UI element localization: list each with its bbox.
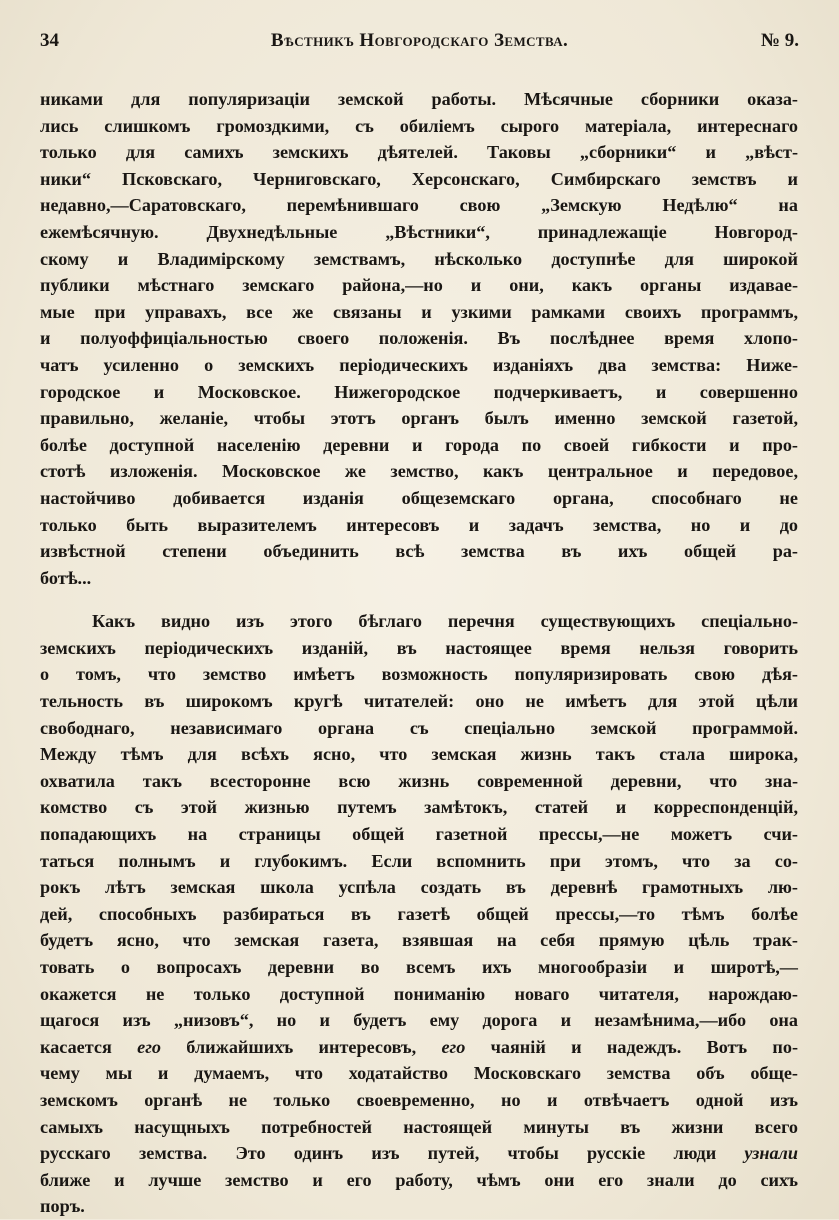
article-body <box>40 86 798 1220</box>
text-line: скому и Владимірскому земствамъ, нѣсколько доступнѣе для широкой <box>40 248 798 269</box>
text-line: лись слишкомъ громоздкими, съ обиліемъ сырого матеріала, интереснаго <box>40 115 798 136</box>
text-line: ближе и лучше земство и его работу, чѣмъ они его знали до сихъ <box>40 1169 798 1190</box>
text-line: дей, способныхъ разбираться въ газетѣ общей прессы,—то тѣмъ болѣе <box>40 903 798 924</box>
italic-emphasis: его <box>137 1036 162 1057</box>
text-line: свободнаго, независимаго органа съ спеціально земской программой. <box>40 717 798 738</box>
journal-title: Вѣстникъ Новгородскаго Земства. <box>270 30 569 51</box>
text-line: земскомъ органѣ не только своевременно, но и отвѣчаетъ одной изъ <box>40 1089 798 1110</box>
text-line: рокъ лѣтъ земская школа успѣла создать въ деревнѣ грамотныхъ лю- <box>40 877 798 898</box>
text-line: самыхъ насущныхъ потребностей настоящей минуты въ жизни всего <box>40 1116 798 1137</box>
text-line: только для самихъ земскихъ дѣятелей. Таковы „сборники“ и „вѣст- <box>40 142 798 163</box>
text-line: стотѣ изложенія. Московское же земство, какъ центральное и передовое, <box>40 461 798 482</box>
italic-emphasis: его <box>441 1036 466 1057</box>
text-line: попадающихъ на страницы общей газетной прессы,—не можетъ счи- <box>40 824 798 845</box>
text-line: и полуоффиціальностью своего положенія. Въ послѣднее время хлопо- <box>40 328 798 349</box>
text-line: мые при управахъ, все же связаны и узкими рамками своихъ программъ, <box>40 301 798 322</box>
text-line: болѣе доступной населенію деревни и города по своей гибкости и про- <box>40 434 798 455</box>
text-line: ежемѣсячную. Двухнедѣльные „Вѣстники“, принадлежащіе Новгород- <box>40 221 798 242</box>
text-line: поръ. <box>40 1196 85 1217</box>
text-line: правильно, желаніе, чтобы этотъ органъ былъ именно земской газетой, <box>40 408 798 429</box>
text-line: чатъ усиленно о земскихъ періодическихъ изданіяхъ два земства: Ниже- <box>40 354 798 375</box>
text-line: Какъ видно изъ этого бѣглаго перечня существующихъ спеціально- <box>92 611 798 632</box>
text-line: извѣстной степени объединить всѣ земства въ ихъ общей ра- <box>40 541 798 562</box>
text-line: публики мѣстнаго земскаго района,—но и они, какъ органы издавае- <box>40 275 798 296</box>
text-line: никами для популяризаціи земской работы. Мѣсячные сборники оказа- <box>40 89 798 109</box>
italic-emphasis: узнали <box>744 1143 798 1164</box>
text-line: охватила такъ всесторонне всю жизнь современной деревни, что зна- <box>40 770 798 791</box>
text-line: будетъ ясно, что земская газета, взявшая на себя прямую цѣль трак- <box>40 930 798 951</box>
text-line: Между тѣмъ для всѣхъ ясно, что земская жизнь такъ стала широка, <box>40 744 798 765</box>
text-line: о томъ, что земство имѣетъ возможность популяризировать свою дѣя- <box>40 664 798 685</box>
text-line: щагося изъ „низовъ“, но и будетъ ему дорога и незамѣнима,—ибо она <box>40 1010 798 1031</box>
page-header <box>40 28 799 58</box>
text-line: настойчиво добивается изданія общеземскаго органа, способнаго не <box>40 487 798 508</box>
page-number: 34 <box>40 30 59 51</box>
text-line: касается его ближайшихъ интересовъ, его чаяній и надеждъ. Вотъ по- <box>40 1036 799 1057</box>
text-line: только быть выразителемъ интересовъ и задачъ земства, но и до <box>40 514 798 535</box>
text-line: ники“ Псковскаго, Черниговскаго, Херсонскаго, Симбирскаго земствъ и <box>40 168 798 189</box>
text-line: русскаго земства. Это одинъ изъ путей, чтобы русскіе люди узнали <box>40 1143 798 1164</box>
text-line: товать о вопросахъ деревни во всемъ ихъ многообразіи и широтѣ,— <box>40 957 798 977</box>
text-line: чему мы и думаемъ, что ходатайство Московскаго земства объ обще- <box>40 1063 798 1084</box>
text-line: таться полнымъ и глубокимъ. Если вспомнить при этомъ, что за со- <box>40 850 798 871</box>
text-line: окажется не только доступной пониманію новаго читателя, нарождаю- <box>40 983 798 1004</box>
text-line: тельность въ широкомъ кругѣ читателей: оно не имѣетъ для этой цѣли <box>40 691 798 712</box>
paragraph-1 <box>40 86 798 591</box>
text-line: земскихъ періодическихъ изданій, въ настоящее время нельзя говорить <box>40 637 798 658</box>
text-line: городское и Московское. Нижегородское подчеркиваетъ, и совершенно <box>40 381 798 402</box>
text-line: ботѣ... <box>40 567 92 588</box>
text-line: недавно,—Саратовскаго, перемѣнившаго свою „Земскую Недѣлю“ на <box>40 195 798 216</box>
paragraph-2 <box>40 608 798 1220</box>
issue-number: № 9. <box>760 30 799 51</box>
text-line: комство съ этой жизнью путемъ замѣтокъ, статей и корреспонденцій, <box>40 797 798 818</box>
